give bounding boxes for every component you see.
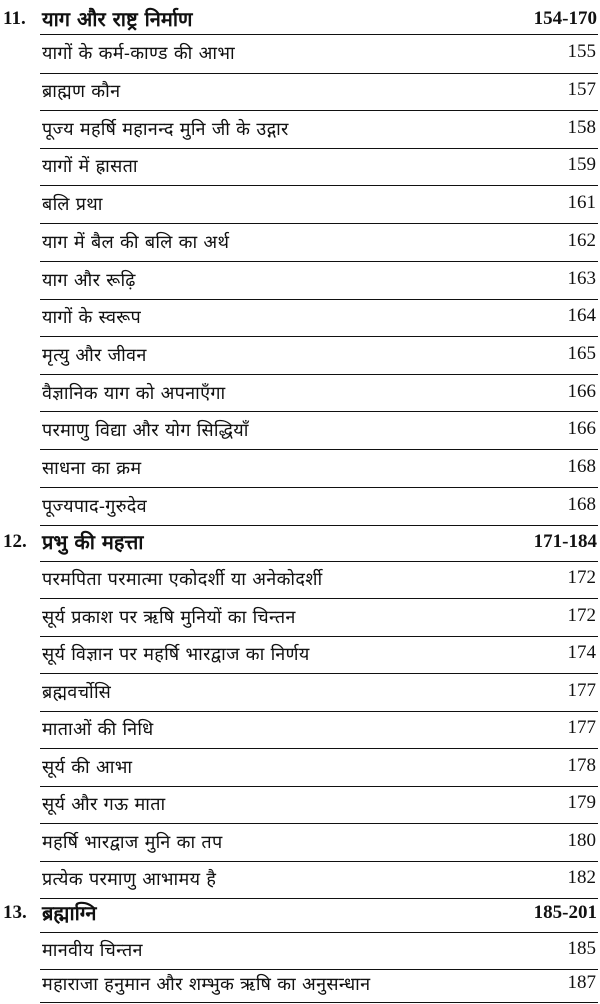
section-entry	[0, 712, 600, 748]
section-title: वैज्ञानिक याग को अपनाएँगा	[42, 383, 226, 404]
section-entry	[0, 787, 600, 823]
chapter-title: प्रभु की महत्ता	[42, 530, 144, 554]
section-page: 185	[567, 938, 596, 959]
divider	[40, 34, 598, 35]
divider	[40, 673, 598, 674]
section-title: सूर्य विज्ञान पर महर्षि भारद्वाज का निर्णय	[42, 644, 310, 665]
section-title: बलि प्रथा	[42, 194, 103, 215]
section-page: 172	[567, 567, 596, 588]
section-entry	[0, 413, 600, 449]
section-entry	[0, 825, 600, 861]
chapter-number: 13.	[3, 902, 27, 923]
section-entry	[0, 562, 600, 598]
chapter-number: 12.	[3, 531, 27, 552]
section-page: 182	[567, 867, 596, 888]
section-entry	[0, 263, 600, 299]
section-entry	[0, 112, 600, 148]
section-title: ब्रह्मवर्चोसि	[42, 682, 112, 703]
section-title: मानवीय चिन्तन	[42, 940, 143, 961]
section-title: याग में बैल की बलि का अर्थ	[42, 232, 230, 253]
section-title: मृत्यु और जीवन	[42, 345, 147, 366]
section-page: 159	[567, 154, 596, 175]
section-entry	[0, 489, 600, 525]
section-page: 164	[567, 305, 596, 326]
divider	[40, 336, 598, 337]
section-title: यागों में ह्रासता	[42, 156, 138, 177]
section-title: महाराजा हनुमान और शम्भुक ऋषि का अनुसन्धान	[42, 974, 371, 995]
section-title: साधना का क्रम	[42, 458, 142, 479]
section-title: सूर्य प्रकाश पर ऋषि मुनियों का चिन्तन	[42, 607, 296, 628]
chapter-title: ब्रह्माग्नि	[42, 901, 97, 925]
section-entry	[0, 338, 600, 374]
section-entry	[0, 225, 600, 261]
section-title: महर्षि भारद्वाज मुनि का तप	[42, 832, 223, 853]
section-page: 168	[567, 494, 596, 515]
divider	[40, 748, 598, 749]
divider	[40, 487, 598, 488]
section-title: सूर्य की आभा	[42, 757, 133, 778]
chapter-number: 11.	[3, 8, 26, 29]
divider	[40, 411, 598, 412]
section-title: प्रत्येक परमाणु आभामय है	[42, 869, 217, 890]
section-entry	[0, 74, 600, 110]
section-entry	[0, 376, 600, 412]
section-page: 177	[567, 680, 596, 701]
section-entry	[0, 637, 600, 673]
section-entry	[0, 967, 600, 1003]
section-title: पूज्य महर्षि महानन्द मुनि जी के उद्गार	[42, 119, 289, 140]
section-title: परमाणु विद्या और योग सिद्धियाँ	[42, 420, 249, 441]
chapter-heading	[0, 525, 600, 561]
chapter-title: याग और राष्ट्र निर्माण	[42, 7, 193, 31]
divider	[40, 110, 598, 111]
divider	[40, 374, 598, 375]
divider	[40, 1002, 598, 1003]
section-page: 179	[567, 792, 596, 813]
section-title: परमपिता परमात्मा एकोदर्शी या अनेकोदर्शी	[42, 569, 323, 590]
section-title: माताओं की निधि	[42, 719, 154, 740]
divider	[40, 261, 598, 262]
section-entry	[0, 675, 600, 711]
chapter-heading	[0, 2, 600, 38]
section-entry	[0, 36, 600, 72]
section-title: सूर्य और गऊ माता	[42, 794, 166, 815]
divider	[40, 823, 598, 824]
section-page: 162	[567, 230, 596, 251]
section-title: ब्राह्मण कौन	[42, 81, 121, 102]
section-page: 165	[567, 343, 596, 364]
section-entry	[0, 187, 600, 223]
section-page: 174	[567, 642, 596, 663]
section-page: 155	[567, 41, 596, 62]
section-entry	[0, 933, 600, 969]
section-entry	[0, 750, 600, 786]
chapter-page-range: 185-201	[533, 902, 597, 923]
section-entry	[0, 300, 600, 336]
section-page: 177	[567, 717, 596, 738]
divider	[40, 185, 598, 186]
divider	[40, 223, 598, 224]
section-page: 161	[567, 192, 596, 213]
section-page: 180	[567, 830, 596, 851]
section-page: 158	[567, 117, 596, 138]
chapter-page-range: 171-184	[533, 531, 597, 552]
section-page: 166	[567, 418, 596, 439]
chapter-heading	[0, 896, 600, 932]
divider	[40, 598, 598, 599]
section-page: 187	[567, 972, 596, 993]
divider	[40, 449, 598, 450]
section-page: 168	[567, 456, 596, 477]
section-entry	[0, 451, 600, 487]
section-title: यागों के स्वरूप	[42, 307, 142, 328]
section-title: पूज्यपाद-गुरुदेव	[42, 496, 147, 517]
chapter-page-range: 154-170	[533, 8, 597, 29]
section-page: 166	[567, 381, 596, 402]
section-entry	[0, 149, 600, 185]
section-title: याग और रूढ़ि	[42, 270, 136, 291]
section-page: 157	[567, 79, 596, 100]
section-entry	[0, 600, 600, 636]
section-entry	[0, 862, 600, 898]
section-page: 163	[567, 268, 596, 289]
section-page: 178	[567, 755, 596, 776]
section-page: 172	[567, 605, 596, 626]
section-title: यागों के कर्म-काण्ड की आभा	[42, 43, 235, 64]
